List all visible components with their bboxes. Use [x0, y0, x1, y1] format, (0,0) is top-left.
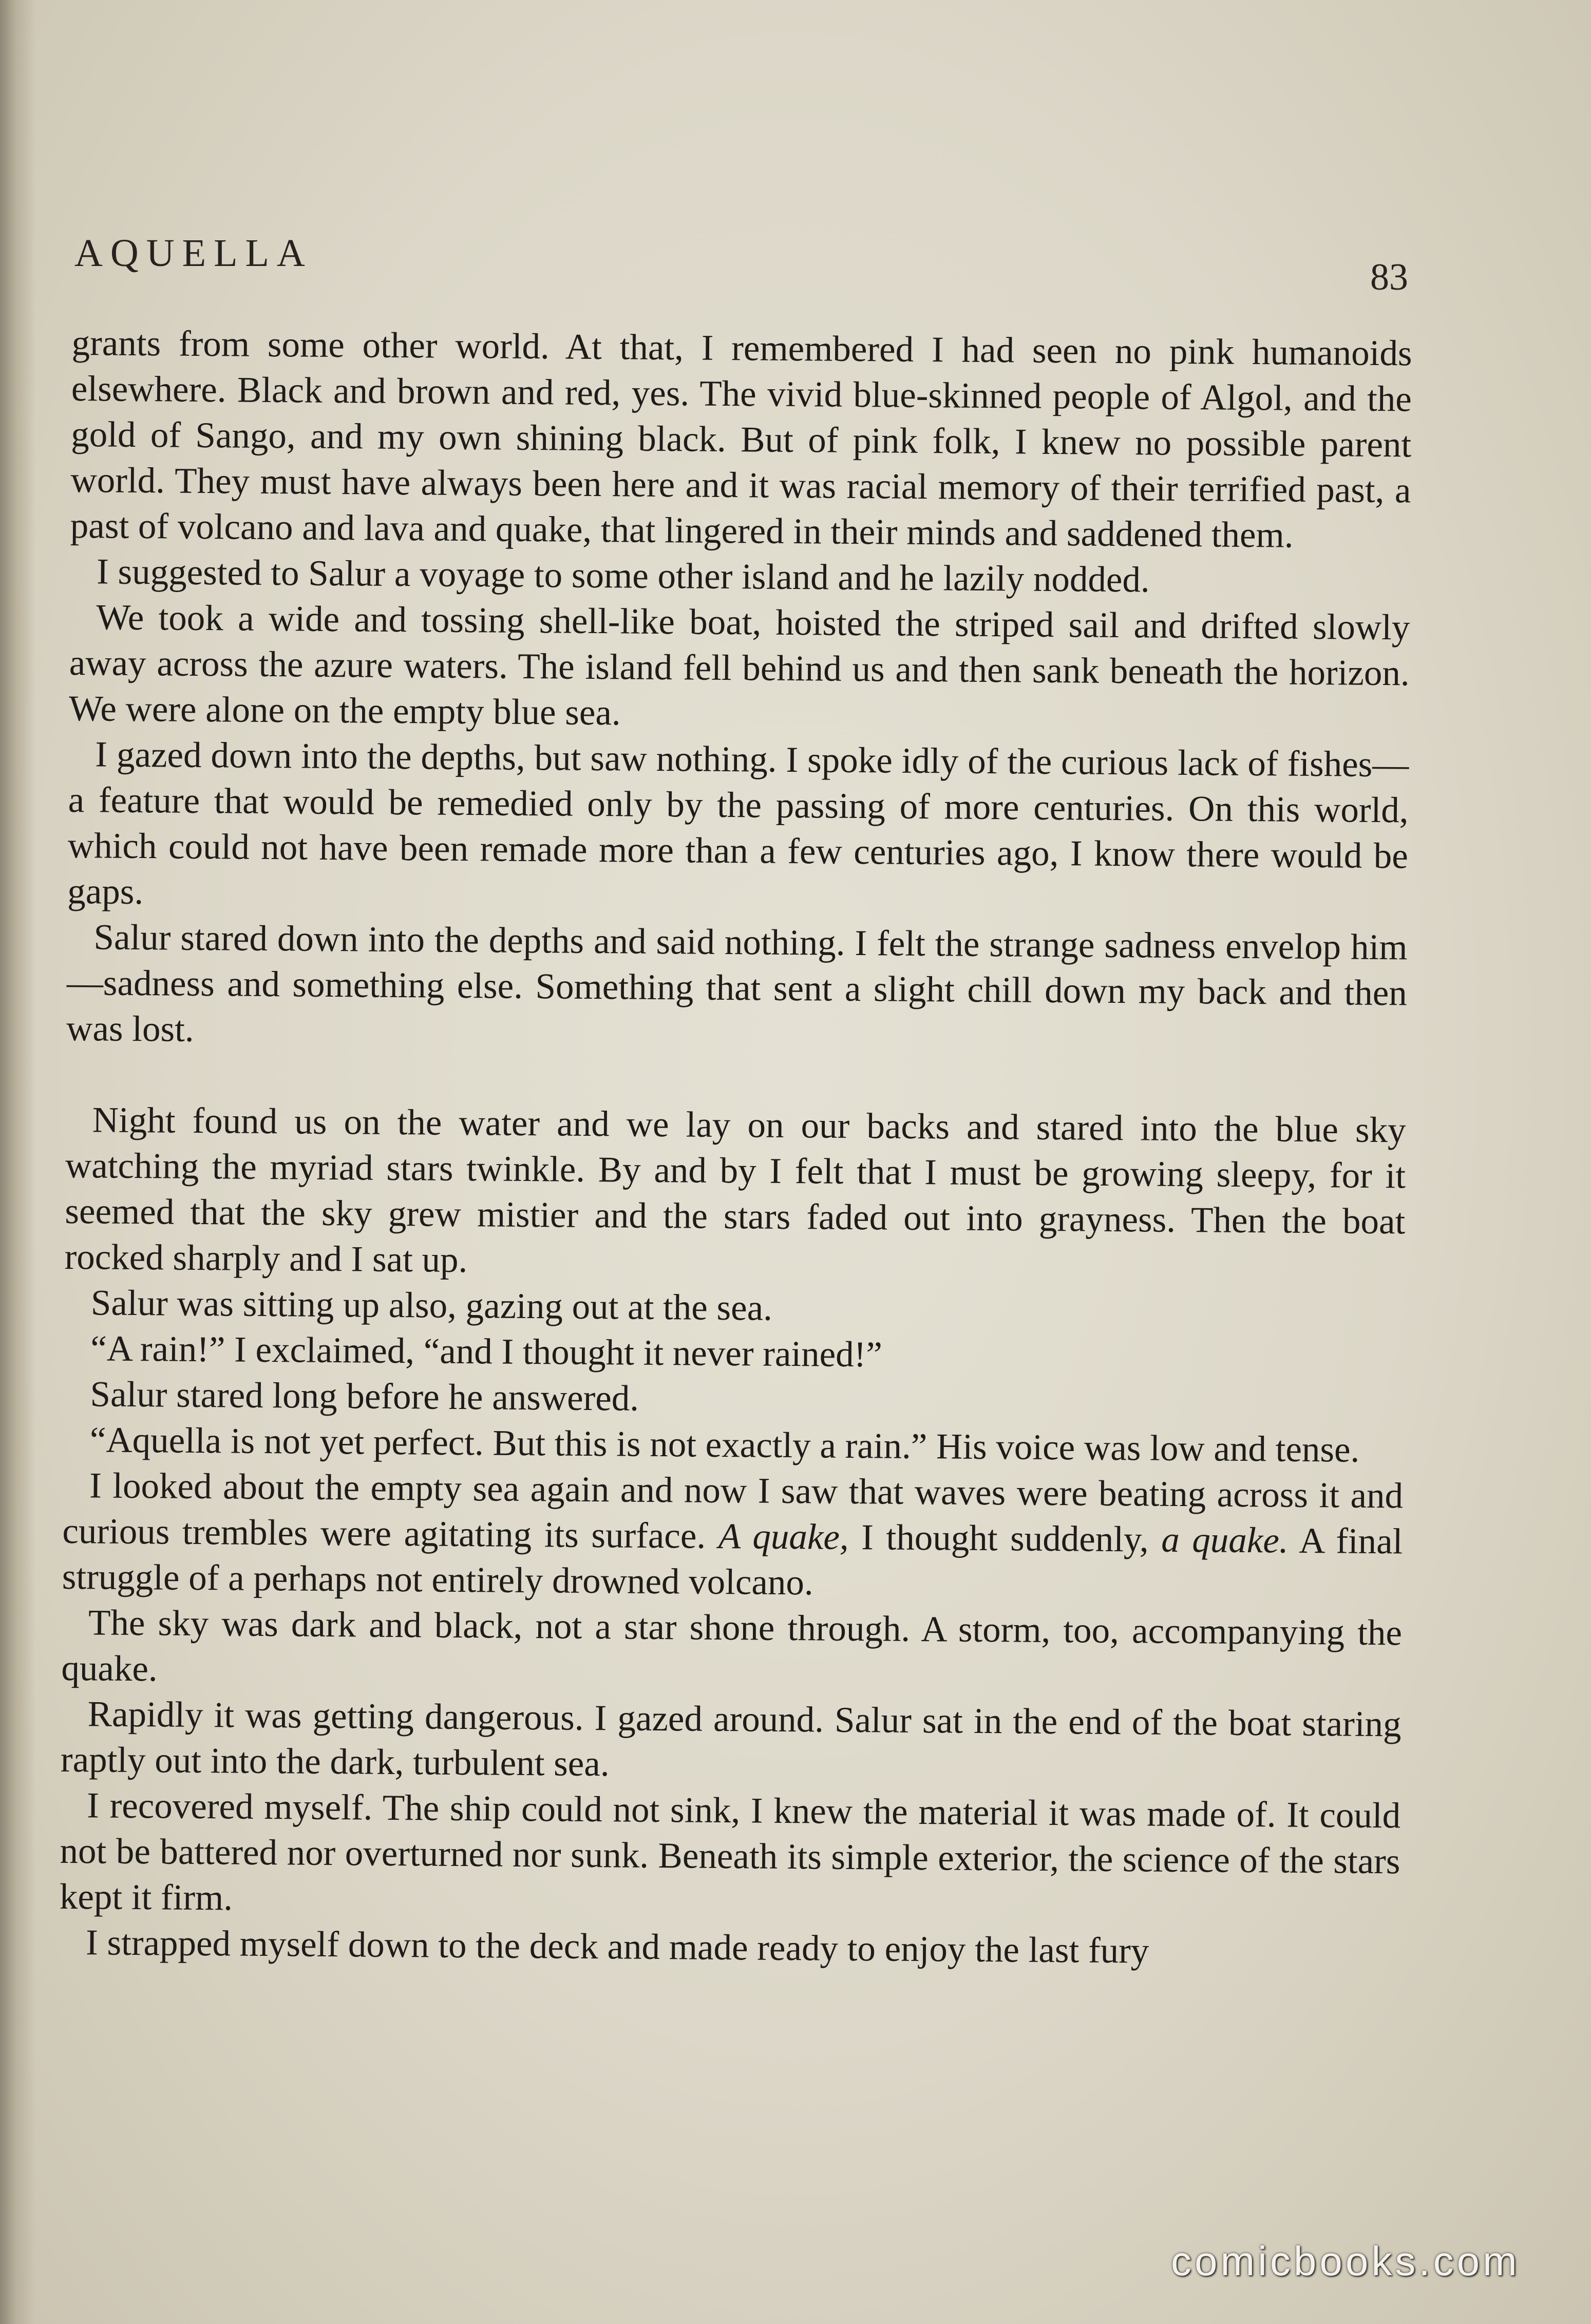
paragraph: I recovered myself. The ship could not sink, I knew the material it was made of. It could not be battered nor overturned nor sunk. Beneath its simple exterior, the science of the stars kept it firm.	[59, 1785, 1401, 1918]
emphasis-text: A quake,	[718, 1516, 849, 1557]
paragraph: Salur stared long before he answered.	[90, 1374, 639, 1419]
paragraph: “Aquella is not yet perfect. But this is not exactly a rain.” His voice was low and tense.	[89, 1420, 1360, 1470]
emphasis-text: a quake.	[1161, 1519, 1289, 1561]
body-text	[59, 320, 1412, 1976]
paragraph: Night found us on the water and we lay on our backs and stared into the blue sky watching the myriad stars twinkle. By and by I felt that I must be growing sleepy, for it seemed that the sky grew mistier and the stars faded out into grayness. Then the boat rocked sharply and I sat up.	[64, 1100, 1406, 1281]
text-run: I thought suddenly,	[848, 1517, 1162, 1560]
paragraph: I gazed down into the depths, but saw nothing. I spoke idly of the curious lack of fishes—a feature that would be remedied only by the passing of more centuries. On this world, which could not have been remade more than a few centuries ago, I know there would be gaps.	[67, 734, 1409, 912]
paragraph: grants from some other world. At that, I remembered I had seen no pink humanoids elsewhere. Black and brown and red, yes. The vivid blue-skinned people of Algol, and the gold of Sango, and my own shining black. But of pink folk, I knew no possible parent world. They must have always been here and it was racial memory of their terrified past, a past of volcano and lava and quake, that lingered in their minds and saddened them.	[70, 322, 1412, 556]
paragraph: “A rain!” I exclaimed, “and I thought it never rained!”	[90, 1328, 883, 1375]
paragraph: We took a wide and tossing shell-like boat, hoisted the striped sail and drifted slowly away across the azure waters. The island fell behind us and then sank beneath the horizon. We were alone on the empty blue sea.	[68, 597, 1410, 733]
paragraph: I suggested to Salur a voyage to some other island and he lazily nodded.	[96, 551, 1150, 600]
paragraph: Rapidly it was getting dangerous. I gazed around. Salur sat in the end of the boat staring raptly out into the dark, turbulent sea.	[60, 1694, 1401, 1784]
paragraph: Salur was sitting up also, gazing out at the sea.	[90, 1283, 773, 1328]
text-run: I looked about the empty sea again and now I saw that waves were beating across it and curious trembles were agitating its surface.	[62, 1465, 1404, 1556]
watermark: comicbooks.com	[1171, 2238, 1520, 2284]
running-head: AQUELLA	[74, 232, 313, 275]
page-number: 83	[1370, 256, 1408, 298]
text-run: A final struggle of a perhaps not entirely drowned volcano.	[62, 1520, 1403, 1603]
paragraph: I strapped myself down to the deck and made ready to enjoy the last fury	[85, 1922, 1149, 1971]
paragraph	[62, 1463, 1403, 1610]
paragraph: The sky was dark and black, not a star shone through. A storm, too, accompanying the quake.	[61, 1603, 1403, 1689]
paragraph: Salur stared down into the depths and said nothing. I felt the strange sadness envelop him—sadness and something else. Something that sent a slight chill down my back and then was lost.	[66, 917, 1408, 1050]
